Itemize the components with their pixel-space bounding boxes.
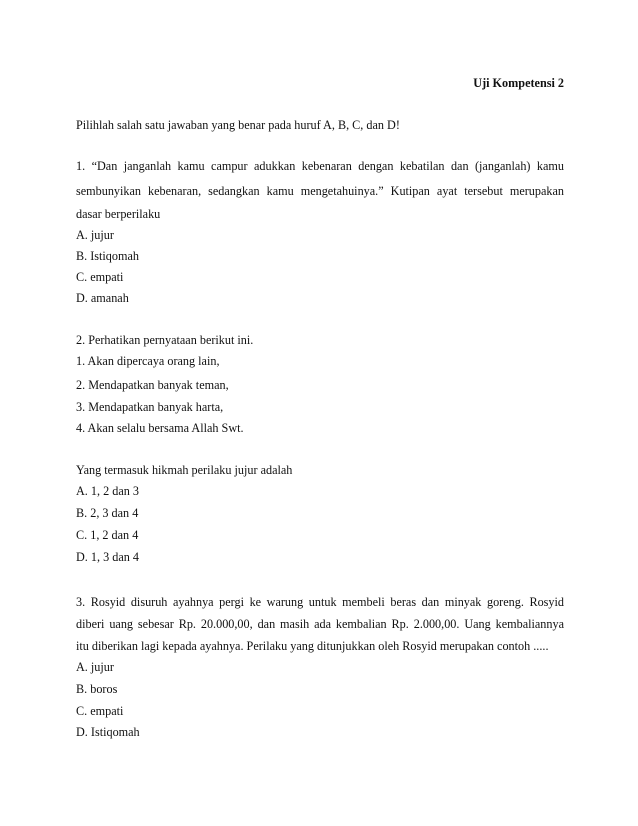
document-page xyxy=(76,0,564,826)
question-2-statement-2: 2. Mendapatkan banyak teman, xyxy=(76,378,229,392)
question-3-line-3: itu diberikan lagi kepada ayahnya. Perilaku yang ditunjukkan oleh Rosyid merupakan contoh ..... xyxy=(76,639,549,653)
question-1-option-c: C. empati xyxy=(76,270,124,284)
question-1-option-b: B. Istiqomah xyxy=(76,249,139,263)
question-2-option-a: A. 1, 2 dan 3 xyxy=(76,484,139,498)
question-3-option-c: C. empati xyxy=(76,704,124,718)
question-1-option-a: A. jujur xyxy=(76,228,114,242)
question-3-option-b: B. boros xyxy=(76,682,118,696)
question-3-option-a: A. jujur xyxy=(76,660,114,674)
question-2-statement-1: 1. Akan dipercaya orang lain, xyxy=(76,354,220,368)
question-1-line-3: dasar berperilaku xyxy=(76,207,161,221)
question-1-line-2: sembunyikan kebenaran, sedangkan kamu mengetahuinya.” Kutipan ayat tersebut merupakan xyxy=(76,184,564,198)
instruction-text: Pilihlah salah satu jawaban yang benar pada huruf A, B, C, dan D! xyxy=(76,118,400,132)
question-2-option-d: D. 1, 3 dan 4 xyxy=(76,550,139,564)
question-1-line-1: 1. “Dan janganlah kamu campur adukkan kebenaran dengan kebatilan dan (janganlah) kamu xyxy=(76,159,564,173)
question-2-prompt: Yang termasuk hikmah perilaku jujur adalah xyxy=(76,463,293,477)
question-2-statement-3: 3. Mendapatkan banyak harta, xyxy=(76,400,224,414)
question-2-intro: 2. Perhatikan pernyataan berikut ini. xyxy=(76,333,254,347)
question-2-option-c: C. 1, 2 dan 4 xyxy=(76,528,139,542)
question-2-option-b: B. 2, 3 dan 4 xyxy=(76,506,139,520)
question-2-statement-4: 4. Akan selalu bersama Allah Swt. xyxy=(76,421,244,435)
document-title: Uji Kompetensi 2 xyxy=(473,76,564,90)
question-3-option-d: D. Istiqomah xyxy=(76,725,140,739)
question-1-option-d: D. amanah xyxy=(76,291,129,305)
question-3-line-2: diberi uang sebesar Rp. 20.000,00, dan masih ada kembalian Rp. 2.000,00. Uang kembaliannya xyxy=(76,617,564,631)
question-3-line-1: 3. Rosyid disuruh ayahnya pergi ke warung untuk membeli beras dan minyak goreng. Rosyid xyxy=(76,595,564,609)
